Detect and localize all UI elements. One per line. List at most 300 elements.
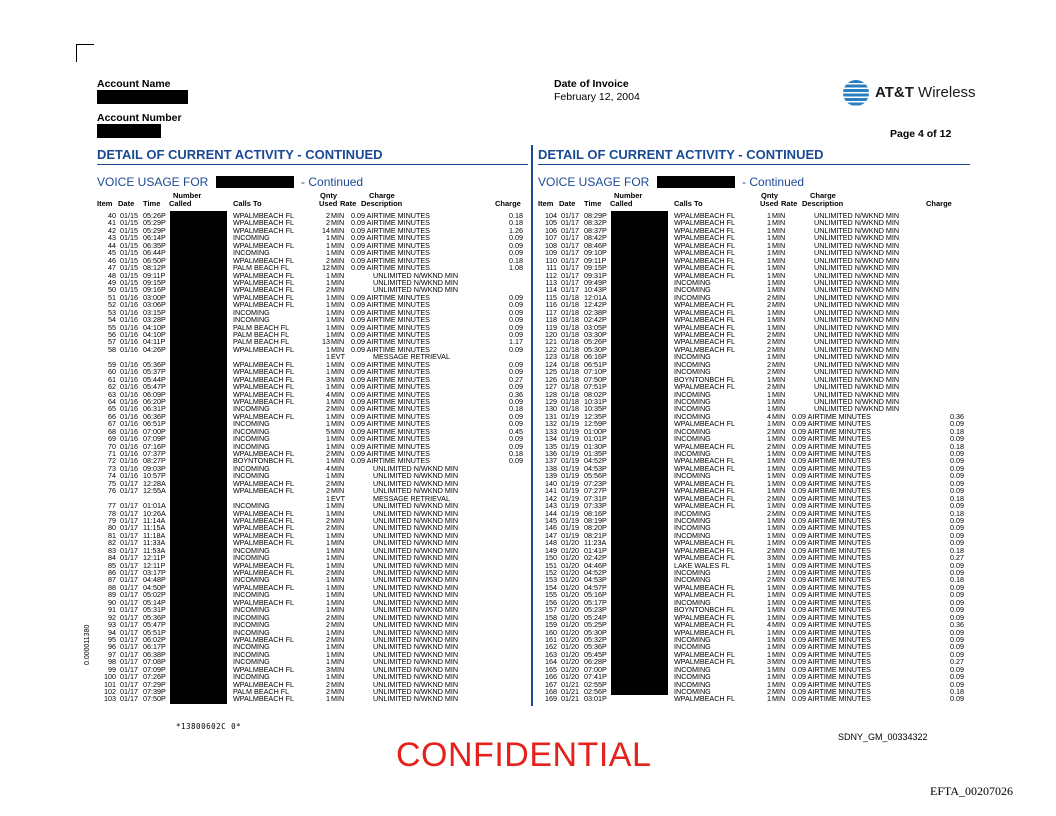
- call-date: 01/19: [561, 493, 579, 503]
- charge: 0.09: [950, 515, 964, 525]
- calls-to: INCOMING: [233, 233, 270, 243]
- call-date: 01/20: [561, 545, 579, 555]
- description: UNLIMITED N/WKND MIN: [373, 538, 459, 548]
- qty-used: 1: [767, 694, 771, 704]
- call-time: 04:52P: [584, 568, 607, 577]
- qty-used: 5: [326, 426, 330, 436]
- item-number: 169: [545, 694, 557, 704]
- call-time: 06:35P: [143, 240, 166, 250]
- unit: MIN: [772, 597, 786, 607]
- account-number-label: Account Number: [97, 112, 182, 124]
- item-number: 105: [545, 218, 557, 228]
- call-time: 05:31P: [143, 605, 166, 615]
- call-time: 09:15P: [143, 277, 166, 287]
- call-time: 08:29P: [584, 211, 607, 220]
- efta-id: EFTA_00207026: [930, 784, 1014, 798]
- unit: MIN: [331, 515, 345, 525]
- qty-used: 3: [767, 553, 771, 563]
- item-number: 54: [108, 315, 116, 325]
- unit: MIN: [331, 367, 345, 377]
- description: UNLIMITED N/WKND MIN: [373, 553, 459, 563]
- calls-to: INCOMING: [233, 434, 270, 444]
- calls-to: WPALMBEACH FL: [674, 337, 735, 347]
- description: 0.09 AIRTIME MINUTES: [351, 218, 430, 228]
- col-date: Date: [559, 199, 576, 208]
- calls-to: INCOMING: [674, 471, 711, 481]
- description: UNLIMITED N/WKND MIN: [373, 612, 459, 622]
- call-time: 05:26P: [584, 337, 607, 347]
- call-date: 01/17: [120, 605, 138, 615]
- usage-table-left: [97, 212, 527, 703]
- item-number: 123: [545, 352, 557, 362]
- unit: MIN: [772, 396, 786, 406]
- description: UNLIMITED N/WKND MIN: [814, 240, 900, 250]
- call-time: 06:44P: [143, 248, 166, 258]
- item-number: 117: [545, 307, 557, 317]
- att-wireless-logo: [843, 80, 976, 110]
- charge: 0.09: [509, 240, 523, 250]
- calls-to: WPALMBEACH FL: [233, 411, 294, 421]
- charge: 0.18: [950, 441, 964, 451]
- table-row: [97, 487, 527, 494]
- item-number: 83: [108, 545, 116, 555]
- call-date: 01/16: [120, 315, 138, 325]
- call-time: 06:38P: [143, 649, 166, 659]
- item-number: 78: [108, 508, 116, 518]
- item-number: 80: [108, 523, 116, 533]
- call-time: 06:16P: [584, 352, 607, 362]
- unit: MIN: [772, 404, 786, 414]
- qty-used: 1: [767, 449, 771, 458]
- description: UNLIMITED N/WKND MIN: [814, 359, 900, 369]
- call-time: 07:51P: [584, 382, 607, 392]
- call-date: 01/17: [561, 225, 579, 235]
- call-date: 01/17: [120, 642, 138, 652]
- call-date: 01/19: [561, 515, 579, 525]
- calls-to: WPALMBEACH FL: [674, 478, 735, 488]
- item-number: 66: [108, 411, 116, 421]
- description: UNLIMITED N/WKND MIN: [373, 515, 459, 525]
- charge: 0.18: [509, 218, 523, 228]
- charge: 0.09: [509, 300, 523, 310]
- unit: EVT: [331, 493, 345, 503]
- unit: MIN: [772, 515, 786, 525]
- call-time: 04:48P: [143, 575, 166, 585]
- calls-to: INCOMING: [233, 672, 270, 682]
- item-number: 152: [545, 568, 557, 577]
- description: 0.09 AIRTIME MINUTES: [792, 426, 871, 436]
- item-number: 93: [108, 620, 116, 630]
- charge: 0.09: [950, 605, 964, 615]
- description: 0.09 AIRTIME MINUTES: [792, 590, 871, 600]
- call-time: 11:14A: [143, 515, 166, 525]
- item-number: 91: [108, 605, 116, 615]
- calls-to: WPALMBEACH FL: [674, 255, 735, 265]
- voice-usage-label: VOICE USAGE FOR: [538, 175, 650, 189]
- calls-to: WPALMBEACH FL: [674, 344, 735, 354]
- unit: MIN: [331, 530, 345, 540]
- qty-used: 1: [767, 560, 771, 570]
- call-date: 01/19: [561, 411, 579, 421]
- qty-used: 1: [767, 322, 771, 332]
- qty-used: 1: [767, 277, 771, 287]
- item-number: 112: [545, 270, 557, 280]
- calls-to: WPALMBEACH FL: [674, 456, 735, 466]
- call-date: 01/16: [120, 307, 138, 317]
- call-time: 07:50P: [143, 694, 166, 704]
- call-time: 07:09P: [143, 434, 166, 444]
- calls-to: INCOMING: [233, 315, 270, 325]
- calls-to: WPALMBEACH FL: [674, 419, 735, 429]
- description: UNLIMITED N/WKND MIN: [373, 634, 459, 644]
- description: UNLIMITED N/WKND MIN: [373, 560, 459, 570]
- qty-used: 1: [767, 248, 771, 258]
- call-date: 01/15: [120, 225, 138, 235]
- calls-to: WPALMBEACH FL: [233, 560, 294, 570]
- unit: MIN: [772, 538, 786, 548]
- unit: MIN: [331, 657, 345, 667]
- unit: MIN: [331, 582, 345, 592]
- section-title-left: DETAIL OF CURRENT ACTIVITY - CONTINUED: [97, 147, 383, 162]
- col-called: Called: [610, 199, 633, 208]
- unit: MIN: [331, 434, 345, 444]
- calls-to: BOYNTONBCH FL: [674, 605, 735, 615]
- item-number: 125: [545, 367, 557, 377]
- description: 0.09 AIRTIME MINUTES: [792, 679, 871, 689]
- qty-used: 1: [767, 434, 771, 444]
- calls-to: INCOMING: [233, 553, 270, 563]
- description: 0.09 AIRTIME MINUTES: [351, 263, 430, 273]
- unit: MIN: [772, 367, 786, 377]
- item-number: 103: [104, 694, 116, 704]
- description: UNLIMITED N/WKND MIN: [373, 642, 459, 652]
- calls-to: LAKE WALES FL: [674, 560, 730, 570]
- charge: 1.17: [509, 337, 523, 347]
- calls-to: INCOMING: [233, 545, 270, 555]
- unit: MIN: [331, 568, 345, 577]
- description: UNLIMITED N/WKND MIN: [814, 344, 900, 354]
- call-date: 01/17: [120, 627, 138, 637]
- call-time: 05:29P: [143, 225, 166, 235]
- call-date: 01/16: [120, 471, 138, 481]
- qty-used: 1: [326, 657, 330, 667]
- call-time: 12:59P: [584, 419, 607, 429]
- calls-to: WPALMBEACH FL: [674, 649, 735, 659]
- description: 0.09 AIRTIME MINUTES: [351, 359, 430, 369]
- qty-used: 2: [326, 449, 330, 458]
- call-date: 01/18: [561, 315, 579, 325]
- call-date: 01/16: [120, 441, 138, 451]
- call-time: 01:01A: [143, 501, 166, 511]
- unit: MIN: [772, 322, 786, 332]
- item-number: 59: [108, 359, 116, 369]
- calls-to: WPALMBEACH FL: [233, 367, 294, 377]
- table-row: [97, 695, 527, 702]
- description: 0.09 AIRTIME MINUTES: [792, 582, 871, 592]
- unit: MIN: [772, 315, 786, 325]
- unit: MIN: [331, 456, 345, 466]
- unit: MIN: [331, 545, 345, 555]
- charge: 0.09: [509, 248, 523, 258]
- call-time: 06:28P: [584, 657, 607, 667]
- charge: 1.26: [509, 225, 523, 235]
- calls-to: INCOMING: [674, 396, 711, 406]
- item-number: 52: [108, 300, 116, 310]
- item-number: 165: [545, 664, 557, 674]
- call-date: 01/15: [120, 277, 138, 287]
- item-number: 138: [545, 463, 557, 473]
- calls-to: WPALMBEACH FL: [674, 501, 735, 511]
- calls-to: WPALMBEACH FL: [674, 582, 735, 592]
- call-date: 01/20: [561, 553, 579, 563]
- call-date: 01/16: [120, 396, 138, 406]
- call-date: 01/17: [120, 486, 138, 496]
- call-time: 11:53A: [143, 545, 166, 555]
- voice-usage-left: [97, 175, 363, 189]
- unit: MIN: [331, 225, 345, 235]
- charge: 0.18: [509, 211, 523, 220]
- qty-used: 1: [326, 344, 330, 354]
- calls-to: WPALMBEACH FL: [674, 620, 735, 630]
- unit: MIN: [772, 501, 786, 511]
- qty-used: 2: [326, 486, 330, 496]
- col-number: Number: [173, 191, 202, 200]
- call-date: 01/17: [120, 545, 138, 555]
- qty-used: 1: [767, 456, 771, 466]
- item-number: 149: [545, 545, 557, 555]
- qty-used: 2: [326, 620, 330, 630]
- call-date: 01/19: [561, 449, 579, 458]
- unit: MIN: [331, 597, 345, 607]
- continued-label: - Continued: [742, 175, 805, 189]
- logo-brand: AT&T: [875, 84, 914, 101]
- description: 0.09 AIRTIME MINUTES: [792, 501, 871, 511]
- call-date: 01/18: [561, 367, 579, 377]
- charge: 0.09: [950, 582, 964, 592]
- item-number: 90: [108, 597, 116, 607]
- call-time: 08:21P: [584, 530, 607, 540]
- charge: 0.18: [950, 687, 964, 696]
- qty-used: 2: [767, 382, 771, 392]
- call-date: 01/17: [120, 620, 138, 630]
- call-date: 01/15: [120, 248, 138, 258]
- qty-used: 1: [767, 634, 771, 644]
- item-number: 150: [545, 553, 557, 563]
- barcode-text: *13800602C 0*: [176, 722, 242, 731]
- calls-to: WPALMBEACH FL: [233, 292, 294, 302]
- qty-used: 1: [767, 605, 771, 615]
- item-number: 81: [108, 530, 116, 540]
- description: UNLIMITED N/WKND MIN: [373, 530, 459, 540]
- call-time: 05:44P: [143, 374, 166, 384]
- charge: 0.09: [950, 664, 964, 674]
- calls-to: WPALMBEACH FL: [233, 270, 294, 280]
- calls-to: WPALMBEACH FL: [674, 590, 735, 600]
- qty-used: 1: [767, 263, 771, 273]
- unit: MIN: [772, 687, 786, 696]
- item-number: 168: [545, 687, 557, 696]
- item-number: 96: [108, 642, 116, 652]
- unit: MIN: [331, 449, 345, 458]
- call-time: 11:15A: [143, 523, 166, 533]
- item-number: 92: [108, 612, 116, 622]
- call-time: 08:37P: [584, 225, 607, 235]
- item-number: 135: [545, 441, 557, 451]
- call-date: 01/17: [120, 508, 138, 518]
- unit: MIN: [772, 508, 786, 518]
- call-date: 01/17: [120, 553, 138, 563]
- item-number: 73: [108, 463, 116, 473]
- description: 0.09 AIRTIME MINUTES: [351, 419, 430, 429]
- calls-to: INCOMING: [233, 627, 270, 637]
- call-date: 01/16: [120, 382, 138, 392]
- item-number: 63: [108, 389, 116, 399]
- unit: MIN: [331, 486, 345, 496]
- description: 0.09 AIRTIME MINUTES: [351, 233, 430, 243]
- description: 0.09 AIRTIME MINUTES: [792, 411, 871, 421]
- calls-to: INCOMING: [674, 404, 711, 414]
- call-date: 01/19: [561, 456, 579, 466]
- unit: MIN: [331, 605, 345, 615]
- unit: MIN: [331, 382, 345, 392]
- call-time: 01:41P: [584, 545, 607, 555]
- description: UNLIMITED N/WKND MIN: [814, 352, 900, 362]
- unit: MIN: [331, 538, 345, 548]
- call-time: 03:00P: [143, 292, 166, 302]
- qty-used: 1: [326, 233, 330, 243]
- charge: 0.09: [509, 396, 523, 406]
- charge: 0.09: [509, 456, 523, 466]
- call-time: 07:16P: [143, 441, 166, 451]
- charge: 0.09: [950, 471, 964, 481]
- item-number: 162: [545, 642, 557, 652]
- item-number: 142: [545, 493, 557, 503]
- call-date: 01/21: [561, 694, 579, 704]
- qty-used: 2: [767, 508, 771, 518]
- unit: MIN: [772, 211, 786, 220]
- description: 0.09 AIRTIME MINUTES: [351, 404, 430, 414]
- calls-to: INCOMING: [674, 664, 711, 674]
- charge: 0.09: [509, 411, 523, 421]
- call-time: 03:05P: [584, 322, 607, 332]
- item-number: 108: [545, 240, 557, 250]
- charge: 0.09: [509, 382, 523, 392]
- description: UNLIMITED N/WKND MIN: [373, 605, 459, 615]
- calls-to: INCOMING: [233, 426, 270, 436]
- charge: 0.09: [950, 672, 964, 682]
- qty-used: 1: [767, 218, 771, 228]
- qty-used: 1: [767, 515, 771, 525]
- qty-used: 1: [767, 389, 771, 399]
- unit: MIN: [331, 575, 345, 585]
- item-number: 55: [108, 322, 116, 332]
- unit: MIN: [331, 307, 345, 317]
- item-number: 75: [108, 478, 116, 488]
- description: 0.09 AIRTIME MINUTES: [351, 396, 430, 406]
- qty-used: 1: [326, 575, 330, 585]
- unit: MIN: [331, 240, 345, 250]
- calls-to: WPALMBEACH FL: [233, 515, 294, 525]
- col-qnty: Qnty: [761, 191, 779, 200]
- qty-used: 4: [767, 620, 771, 630]
- calls-to: WPALMBEACH FL: [233, 225, 294, 235]
- call-date: 01/17: [120, 694, 138, 704]
- call-time: 04:53P: [584, 575, 607, 585]
- description: UNLIMITED N/WKND MIN: [373, 679, 459, 689]
- call-time: 07:37P: [143, 449, 166, 458]
- charge: 0.18: [509, 449, 523, 458]
- description: UNLIMITED N/WKND MIN: [373, 463, 459, 473]
- charge: 0.09: [950, 419, 964, 429]
- qty-used: 1: [326, 501, 330, 511]
- unit: MIN: [772, 441, 786, 451]
- call-date: 01/20: [561, 642, 579, 652]
- call-time: 10:57P: [143, 471, 166, 481]
- side-number: 0.000011380: [84, 624, 91, 665]
- qty-used: 1: [767, 642, 771, 652]
- calls-to: PALM BEACH FL: [233, 687, 290, 696]
- calls-to: WPALMBEACH FL: [233, 508, 294, 518]
- call-time: 07:00P: [143, 426, 166, 436]
- description: 0.09 AIRTIME MINUTES: [792, 612, 871, 622]
- call-time: 12:55A: [143, 486, 166, 496]
- charge: 0.09: [950, 679, 964, 689]
- description: 0.09 AIRTIME MINUTES: [351, 426, 430, 436]
- item-number: 151: [545, 560, 557, 570]
- charge: 0.09: [509, 315, 523, 325]
- qty-used: 2: [767, 337, 771, 347]
- description: UNLIMITED N/WKND MIN: [373, 672, 459, 682]
- col-item: Item: [97, 199, 113, 208]
- description: UNLIMITED N/WKND MIN: [373, 270, 459, 280]
- item-number: 74: [108, 471, 116, 481]
- description: 0.09 AIRTIME MINUTES: [351, 248, 430, 258]
- unit: MIN: [772, 255, 786, 265]
- call-time: 06:14P: [143, 233, 166, 243]
- unit: MIN: [331, 233, 345, 243]
- unit: MIN: [772, 218, 786, 228]
- description: UNLIMITED N/WKND MIN: [814, 374, 900, 384]
- qty-used: 1: [767, 240, 771, 250]
- description: UNLIMITED N/WKND MIN: [373, 620, 459, 630]
- calls-to: INCOMING: [674, 523, 711, 533]
- account-name-label: Account Name: [97, 78, 171, 90]
- description: 0.09 AIRTIME MINUTES: [792, 434, 871, 444]
- description: UNLIMITED N/WKND MIN: [814, 367, 900, 377]
- call-date: 01/17: [120, 590, 138, 600]
- description: 0.09 AIRTIME MINUTES: [792, 568, 871, 577]
- table-row: [97, 346, 527, 353]
- description: 0.09 AIRTIME MINUTES: [351, 225, 430, 235]
- item-number: 109: [545, 248, 557, 258]
- call-date: 01/19: [561, 471, 579, 481]
- item-number: 69: [108, 434, 116, 444]
- description: UNLIMITED N/WKND MIN: [814, 248, 900, 258]
- calls-to: INCOMING: [233, 649, 270, 659]
- charge: 0.09: [509, 419, 523, 429]
- call-date: 01/17: [120, 612, 138, 622]
- description: UNLIMITED N/WKND MIN: [373, 568, 459, 577]
- item-number: 130: [545, 404, 557, 414]
- call-time: 06:36P: [143, 411, 166, 421]
- item-number: 43: [108, 233, 116, 243]
- calls-to: WPALMBEACH FL: [674, 330, 735, 339]
- description: 0.09 AIRTIME MINUTES: [792, 620, 871, 630]
- item-number: 46: [108, 255, 116, 265]
- date-of-invoice-value: February 12, 2004: [554, 91, 640, 103]
- unit: MIN: [772, 478, 786, 488]
- item-number: 60: [108, 367, 116, 377]
